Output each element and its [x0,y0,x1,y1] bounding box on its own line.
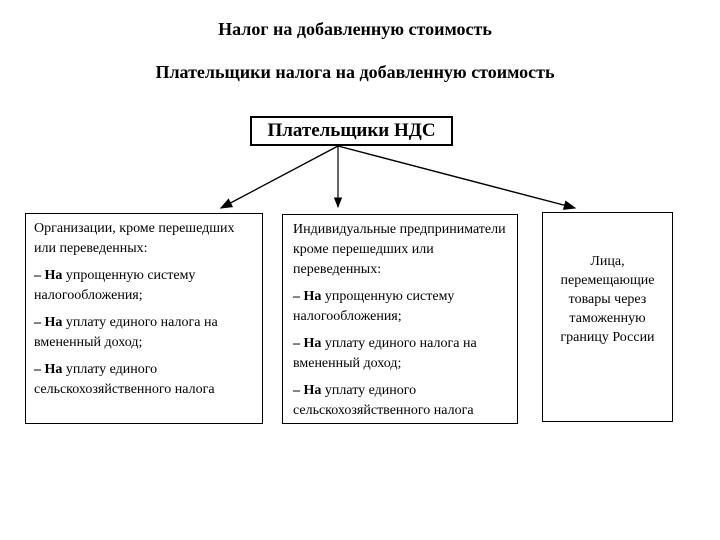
item-text: упрощенную систему налогообложения; [293,289,455,324]
item-text: уплату единого сельскохозяйственного налога [34,362,215,397]
item-lead: – На [34,315,63,330]
page-title: Налог на добавленную стоимость [218,19,492,39]
list-item [34,360,254,400]
branch-intro: Индивидуальные предприниматели кроме перешедших или переведенных: [293,222,506,277]
list-item [293,381,507,421]
item-text: уплату единого налога на вмененный доход; [293,336,477,371]
branch-text-line: границу России [560,330,655,345]
branch-organizations [25,213,263,424]
arrow-to-importers [338,146,575,208]
branch-intro: Организации, кроме перешедших или переведенных: [34,221,235,256]
list-item [34,313,254,353]
branch-text-line: таможенную [569,311,646,326]
branch-text-line: перемещающие [560,273,655,288]
item-lead: – На [34,362,63,377]
list-item [293,334,507,374]
branch-text-line: товары через [568,292,647,307]
item-text: упрощенную систему налогообложения; [34,268,196,303]
item-lead: – На [293,383,322,398]
list-item [34,266,254,306]
item-lead: – На [293,289,322,304]
item-text: уплату единого налога на вмененный доход; [34,315,218,350]
branch-entrepreneurs [282,214,518,424]
root-node-label: Плательщики НДС [267,120,436,141]
page-subtitle: Плательщики налога на добавленную стоимость [155,62,555,82]
arrow-to-organizations [221,146,338,208]
list-item [293,287,507,327]
item-lead: – На [293,336,322,351]
item-text: уплату единого сельскохозяйственного налога [293,383,474,418]
item-lead: – На [34,268,63,283]
branch-text-line: Лица, [590,254,625,269]
branch-importers [542,212,673,422]
